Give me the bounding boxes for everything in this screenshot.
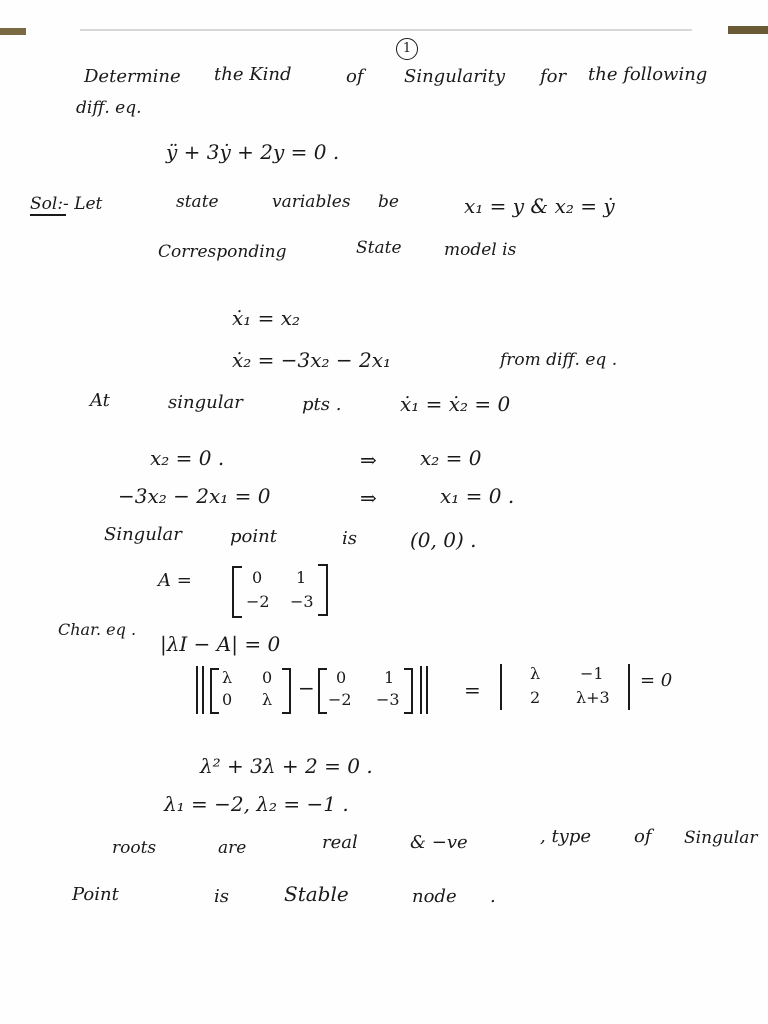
conclusion-word: of <box>634 826 652 847</box>
solution-word: be <box>378 192 399 212</box>
char-eq-determinant: |λI − A| = 0 <box>160 632 281 656</box>
problem-word: Determine <box>84 66 181 87</box>
singular-left-eq1: x₂ = 0 . <box>150 446 225 470</box>
det2-bar-left <box>500 664 502 710</box>
singular-point-word: point <box>230 526 277 547</box>
a-matrix-cell: −2 <box>328 690 352 709</box>
problem-word: for <box>540 66 567 87</box>
singular-word: pts . <box>302 394 342 415</box>
lambda-matrix-bracket-left <box>210 668 219 714</box>
matrix-a-cell: −3 <box>290 592 314 611</box>
det-matrix-cell: λ <box>530 664 541 683</box>
singular-right-eq1: x₂ = 0 <box>420 446 482 470</box>
paper-corner-right <box>728 26 768 34</box>
det-matrix-cell: 2 <box>530 688 541 707</box>
problem-word: of <box>346 66 364 87</box>
conclusion-word: Stable <box>284 882 349 906</box>
det-matrix-cell: λ+3 <box>576 688 610 707</box>
lambda-matrix-cell: 0 <box>222 690 233 709</box>
solution-underline <box>30 214 66 216</box>
state-equation-1: ẋ₁ = x₂ <box>232 306 301 330</box>
det-rhs: = 0 <box>640 670 673 691</box>
model-word: Corresponding <box>158 242 287 262</box>
det-bar-left <box>196 666 198 714</box>
conclusion-word: node <box>412 886 457 907</box>
problem-word: Singularity <box>404 66 506 87</box>
det-bar-right <box>420 666 422 714</box>
singular-point-value: (0, 0) . <box>410 528 477 552</box>
conclusion-word: Singular <box>684 828 758 848</box>
solution-word: state <box>176 192 219 212</box>
characteristic-polynomial: λ² + 3λ + 2 = 0 . <box>200 754 373 778</box>
model-word: model is <box>444 240 517 260</box>
implies-arrow: ⇒ <box>360 486 377 510</box>
det-bar-right <box>426 666 428 714</box>
state-equation-2: ẋ₂ = −3x₂ − 2x₁ <box>232 348 392 372</box>
differential-equation: ÿ + 3ẏ + 2y = 0 . <box>166 140 340 164</box>
a-matrix-cell: −3 <box>376 690 400 709</box>
characteristic-roots: λ₁ = −2, λ₂ = −1 . <box>164 792 349 816</box>
conclusion-word: , type <box>540 826 592 847</box>
singular-point-word: Singular <box>104 524 182 545</box>
solution-label: Sol:- Let <box>30 194 103 214</box>
singular-word: At <box>90 390 110 411</box>
conclusion-word: roots <box>112 838 157 858</box>
singular-condition: ẋ₁ = ẋ₂ = 0 <box>400 392 511 416</box>
det-matrix-cell: −1 <box>580 664 604 683</box>
det2-bar-right <box>628 664 630 710</box>
solution-word: variables <box>272 192 351 212</box>
state-variable-definition: x₁ = y & x₂ = ẏ <box>464 194 615 218</box>
matrix-a-cell: 0 <box>252 568 263 587</box>
singular-left-eq2: −3x₂ − 2x₁ = 0 <box>118 484 271 508</box>
conclusion-word: are <box>218 838 247 858</box>
char-eq-label: Char. eq . <box>58 620 137 639</box>
state-equation-note: from diff. eq . <box>500 350 618 370</box>
lambda-matrix-cell: λ <box>222 668 233 687</box>
implies-arrow: ⇒ <box>360 448 377 472</box>
singular-point-word: is <box>342 528 357 549</box>
det-bar-left <box>202 666 204 714</box>
a-matrix-bracket-left <box>318 668 327 714</box>
problem-word: the Kind <box>214 64 292 85</box>
conclusion-word: & −ve <box>410 832 468 853</box>
conclusion-word: Point <box>72 884 119 905</box>
matrix-a-cell: 1 <box>296 568 307 587</box>
matrix-a-cell: −2 <box>246 592 270 611</box>
conclusion-word: . <box>490 886 496 907</box>
matrix-a-bracket-left <box>232 566 242 618</box>
matrix-a-bracket-right <box>318 564 328 616</box>
paper-corner-left <box>0 28 26 35</box>
problem-word: the following <box>588 64 708 85</box>
conclusion-word: real <box>322 832 358 853</box>
a-matrix-cell: 1 <box>384 668 395 687</box>
problem-line2: diff. eq. <box>76 98 142 118</box>
det-equals: = <box>464 678 481 702</box>
page-top-rule <box>80 29 692 31</box>
matrix-a-label: A = <box>158 570 192 591</box>
lambda-matrix-bracket-right <box>282 668 291 714</box>
a-matrix-bracket-right <box>404 668 413 714</box>
matrix-minus: − <box>298 676 315 700</box>
conclusion-word: is <box>214 886 229 907</box>
singular-right-eq2: x₁ = 0 . <box>440 484 515 508</box>
lambda-matrix-cell: 0 <box>262 668 273 687</box>
page-number: 1 <box>396 38 418 60</box>
lambda-matrix-cell: λ <box>262 690 273 709</box>
singular-word: singular <box>168 392 243 413</box>
a-matrix-cell: 0 <box>336 668 347 687</box>
model-word: State <box>356 238 402 258</box>
